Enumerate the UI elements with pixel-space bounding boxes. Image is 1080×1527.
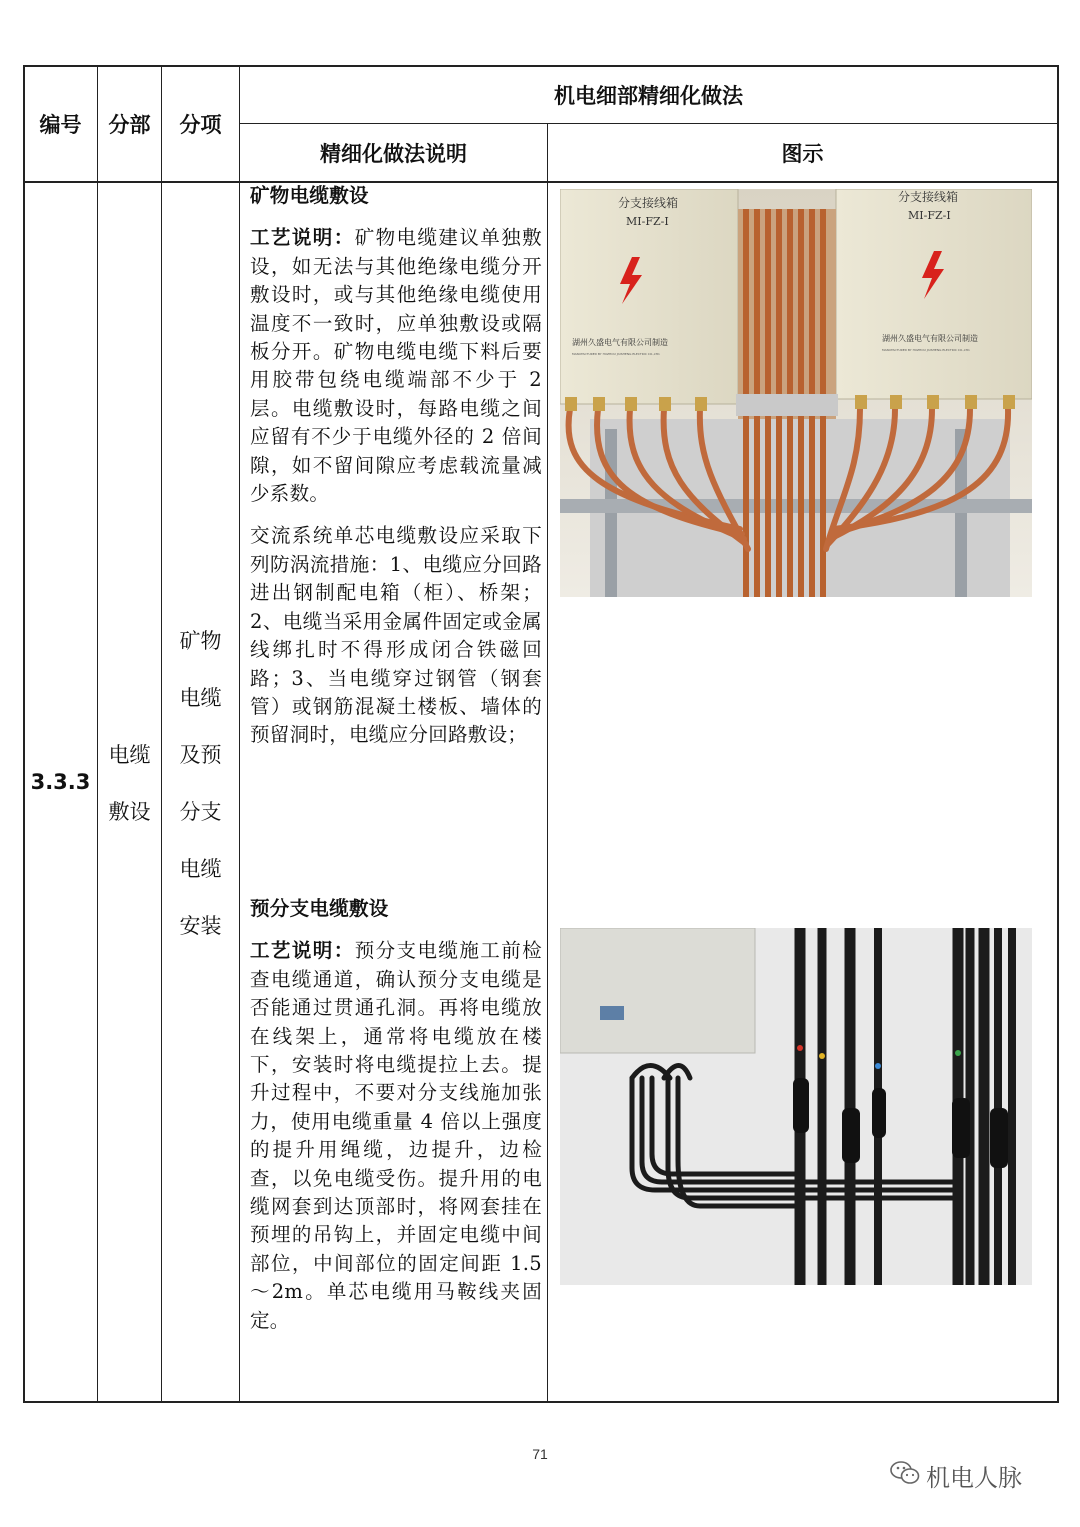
row-part-line: 敷设 xyxy=(108,800,151,824)
section-prebranch-cable xyxy=(250,895,542,1349)
photo-mineral-cable-drawing xyxy=(560,189,1032,597)
wechat-icon xyxy=(890,1460,920,1492)
header-group-title: 机电细部精细化做法 xyxy=(554,83,743,108)
header-description: 精细化做法说明 xyxy=(320,141,467,166)
row-item-line: 分支 xyxy=(179,800,222,824)
header-item: 分项 xyxy=(179,112,222,137)
col-divider-3 xyxy=(239,65,240,1403)
box-left-maker: 湖州久盛电气有限公司制造 xyxy=(572,338,668,347)
table-border-right xyxy=(1057,65,1059,1403)
row-item-line: 矿物 xyxy=(179,629,222,653)
box-right-title: 分支接线箱 xyxy=(898,190,959,204)
box-left-maker-en: MANUFACTURED BY HUZHOU JIUSHENG ELECTRIC CO.,LTD. xyxy=(572,352,661,356)
photo-prebranch-cables xyxy=(560,928,1032,1285)
row-item xyxy=(162,613,239,955)
row-id: 3.3.3 xyxy=(30,770,91,794)
process-description xyxy=(250,937,542,1335)
box-right-maker-en: MANUFACTURED BY HUZHOU JIUSHENG ELECTRIC CO.,LTD. xyxy=(882,348,971,352)
watermark xyxy=(890,1458,1022,1493)
eddy-current-measures: 交流系统单芯电缆敷设应采取下列防涡流措施：1、电缆应分回路进出钢制配电箱（柜）、桥架；2、电缆当采用金属件固定或金属线绑扎时不得形成闭合铁磁回路；3、当电缆穿过钢管（钢套管）或钢筋混凝土楼板、墙体的预留洞时，电缆应分回路敷设； xyxy=(250,524,542,747)
process-body: 预分支电缆施工前检查电缆通道，确认预分支电缆是否能通过贯通孔洞。再将电缆放在线架上，通常将电缆放在楼下，安装时将电缆提拉上去。提升过程中，不要对分支线施加张力，使用电缆重量 4 倍以上强度的提升用绳缆，边提升，边检查，以免电缆受伤。提升用的电缆网套到达顶部时，将网套挂在预埋的吊钩上，并固定电缆中间部位，中间部位的固定间距 1.5～2m。单芯电缆用马鞍线夹固定。 xyxy=(250,939,542,1332)
row-item-line: 电缆 xyxy=(179,686,222,710)
table-border-left xyxy=(23,65,25,1403)
process-description xyxy=(250,224,542,508)
section-title: 矿物电缆敷设 xyxy=(250,184,369,207)
row-part xyxy=(98,727,161,841)
row-part-line: 电缆 xyxy=(108,743,151,767)
section-mineral-cable xyxy=(250,182,542,764)
header-id: 编号 xyxy=(39,112,82,137)
page-number: 71 xyxy=(532,1446,548,1462)
box-left-model: MI-FZ-I xyxy=(626,215,669,228)
watermark-text: 机电人脉 xyxy=(926,1464,1022,1492)
row-item-line: 电缆 xyxy=(179,857,222,881)
photo-mineral-cable-boxes xyxy=(560,189,1032,597)
box-right-maker: 湖州久盛电气有限公司制造 xyxy=(882,334,978,343)
box-left-title: 分支接线箱 xyxy=(618,196,679,210)
section-title: 预分支电缆敷设 xyxy=(250,897,389,920)
row-item-line: 及预 xyxy=(179,743,222,767)
process-body: 矿物电缆建议单独敷设，如无法与其他绝缘电缆分开敷设时，或与其他绝缘电缆使用温度不一致时，应单独敷设或隔板分开。矿物电缆电缆下料后要用胶带包绕电缆端部不少于 2 层。电缆敷设时，每路电缆之间应留有不少于电缆外径的 2 倍间隙，如不留间隙应考虑载流量减少系数。 xyxy=(250,226,542,506)
process-lead: 工艺说明： xyxy=(250,939,355,963)
col-divider-4 xyxy=(547,123,548,1403)
photo-prebranch-drawing xyxy=(560,928,1032,1285)
process-lead: 工艺说明： xyxy=(250,226,355,250)
header-figure: 图示 xyxy=(781,141,824,166)
table-border-bottom xyxy=(23,1401,1058,1403)
row-item-line: 安装 xyxy=(179,914,222,938)
header-part: 分部 xyxy=(108,112,151,137)
box-right-model: MI-FZ-I xyxy=(908,209,951,222)
